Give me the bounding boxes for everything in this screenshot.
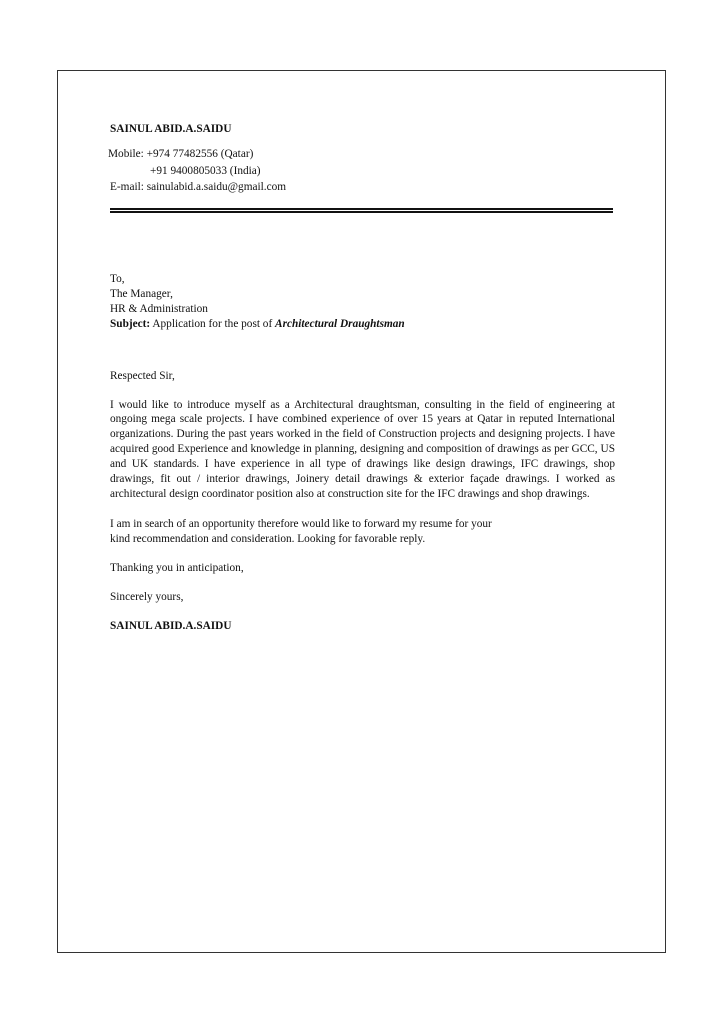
closing-line: Thanking you in anticipation, — [110, 561, 244, 574]
recipient-title: The Manager, — [110, 287, 173, 300]
email-line: E-mail: sainulabid.a.saidu@gmail.com — [110, 181, 287, 193]
body-paragraph-2-line-1: I am in search of an opportunity therefore would like to forward my resume for your — [110, 517, 492, 530]
recipient-block — [110, 272, 615, 332]
signoff-line: Sincerely yours, — [110, 590, 184, 603]
mobile-india: +91 9400805033 (India) — [150, 164, 261, 177]
recipient-department: HR & Administration — [110, 302, 208, 315]
body-paragraph-1: I would like to introduce myself as a Architectural draughtsman, consulting in the field of engineering at ongoing mega scale projects. I have combined experience of over 15 years at Qatar in reputed International organizations. During the past years worked in the field of Construction projects and designing projects. I have acquired good Experience and knowledge in planning, designing and composition of drawings as per GCC, US and UK standards. I have experience in all type of drawings like design drawings, IFC drawings, shop drawings, fit out / interior drawings, Joinery detail drawings & exterior façade drawings. I worked as architectural design coordinator position also at construction site for the IFC drawings and shop drawings. — [110, 398, 615, 500]
mobile-qatar: Mobile: +974 77482556 (Qatar) — [108, 148, 254, 160]
salutation: Respected Sir, — [110, 369, 175, 382]
subject-label: Subject: — [110, 317, 151, 330]
recipient-to: To, — [110, 272, 125, 285]
subject-text: Application for the post of — [150, 317, 276, 330]
body-paragraph-2 — [110, 517, 615, 547]
subject-line — [110, 317, 615, 332]
header-divider — [110, 208, 613, 213]
signature-name: SAINUL ABID.A.SAIDU — [110, 619, 232, 632]
sender-name: SAINUL ABID.A.SAIDU — [110, 123, 232, 135]
cover-letter — [110, 122, 615, 634]
subject-role: Architectural Draughtsman — [275, 317, 405, 330]
body-paragraph-2-line-2: kind recommendation and consideration. Looking for favorable reply. — [110, 532, 426, 545]
